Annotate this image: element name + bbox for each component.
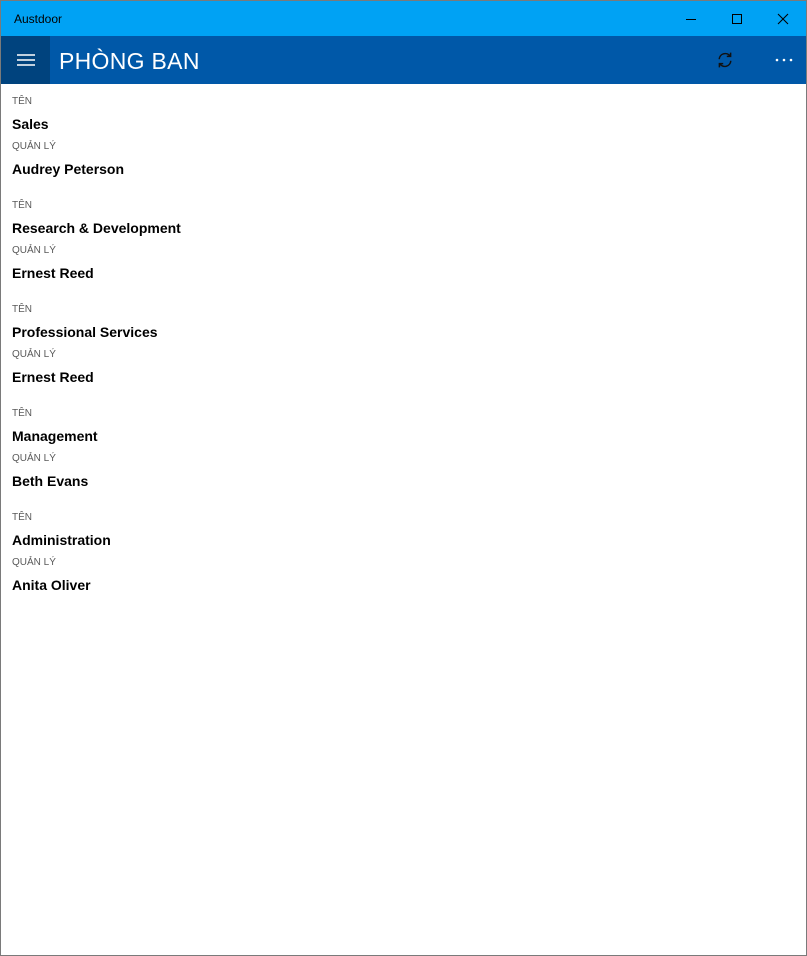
minimize-button[interactable]: [668, 1, 714, 36]
close-button[interactable]: [760, 1, 806, 36]
name-caption: TÊN: [12, 200, 32, 211]
close-icon: [777, 13, 789, 25]
department-name: Management: [12, 428, 98, 444]
list-item[interactable]: [12, 188, 412, 288]
manager-caption: QUẢN LÝ: [12, 349, 56, 360]
department-name: Professional Services: [12, 324, 158, 340]
refresh-icon: [716, 51, 734, 69]
list-item[interactable]: [12, 396, 412, 496]
department-manager: Anita Oliver: [12, 577, 91, 593]
more-button[interactable]: [760, 36, 807, 84]
list-item[interactable]: [12, 500, 412, 600]
name-caption: TÊN: [12, 96, 32, 107]
list-item[interactable]: [12, 84, 412, 184]
maximize-icon: [731, 13, 743, 25]
manager-caption: QUẢN LÝ: [12, 557, 56, 568]
department-manager: Ernest Reed: [12, 265, 94, 281]
manager-caption: QUẢN LÝ: [12, 453, 56, 464]
list-item[interactable]: [12, 292, 412, 392]
hamburger-icon: [16, 53, 36, 67]
department-name: Administration: [12, 532, 111, 548]
window-title: Austdoor: [14, 12, 63, 26]
more-icon: [774, 57, 794, 63]
department-manager: Ernest Reed: [12, 369, 94, 385]
name-caption: TÊN: [12, 408, 32, 419]
name-caption: TÊN: [12, 304, 32, 315]
command-bar: [1, 36, 806, 84]
department-manager: Audrey Peterson: [12, 161, 125, 177]
name-caption: TÊN: [12, 512, 32, 523]
department-manager: Beth Evans: [12, 473, 89, 489]
menu-button[interactable]: [1, 36, 50, 84]
title-bar[interactable]: [1, 1, 806, 36]
manager-caption: QUẢN LÝ: [12, 245, 56, 256]
minimize-icon: [685, 13, 697, 25]
department-name: Research & Development: [12, 220, 181, 236]
page-title: PHÒNG BAN: [59, 48, 200, 74]
maximize-button[interactable]: [714, 1, 760, 36]
department-name: Sales: [12, 116, 49, 132]
refresh-button[interactable]: [701, 36, 749, 84]
manager-caption: QUẢN LÝ: [12, 141, 56, 152]
